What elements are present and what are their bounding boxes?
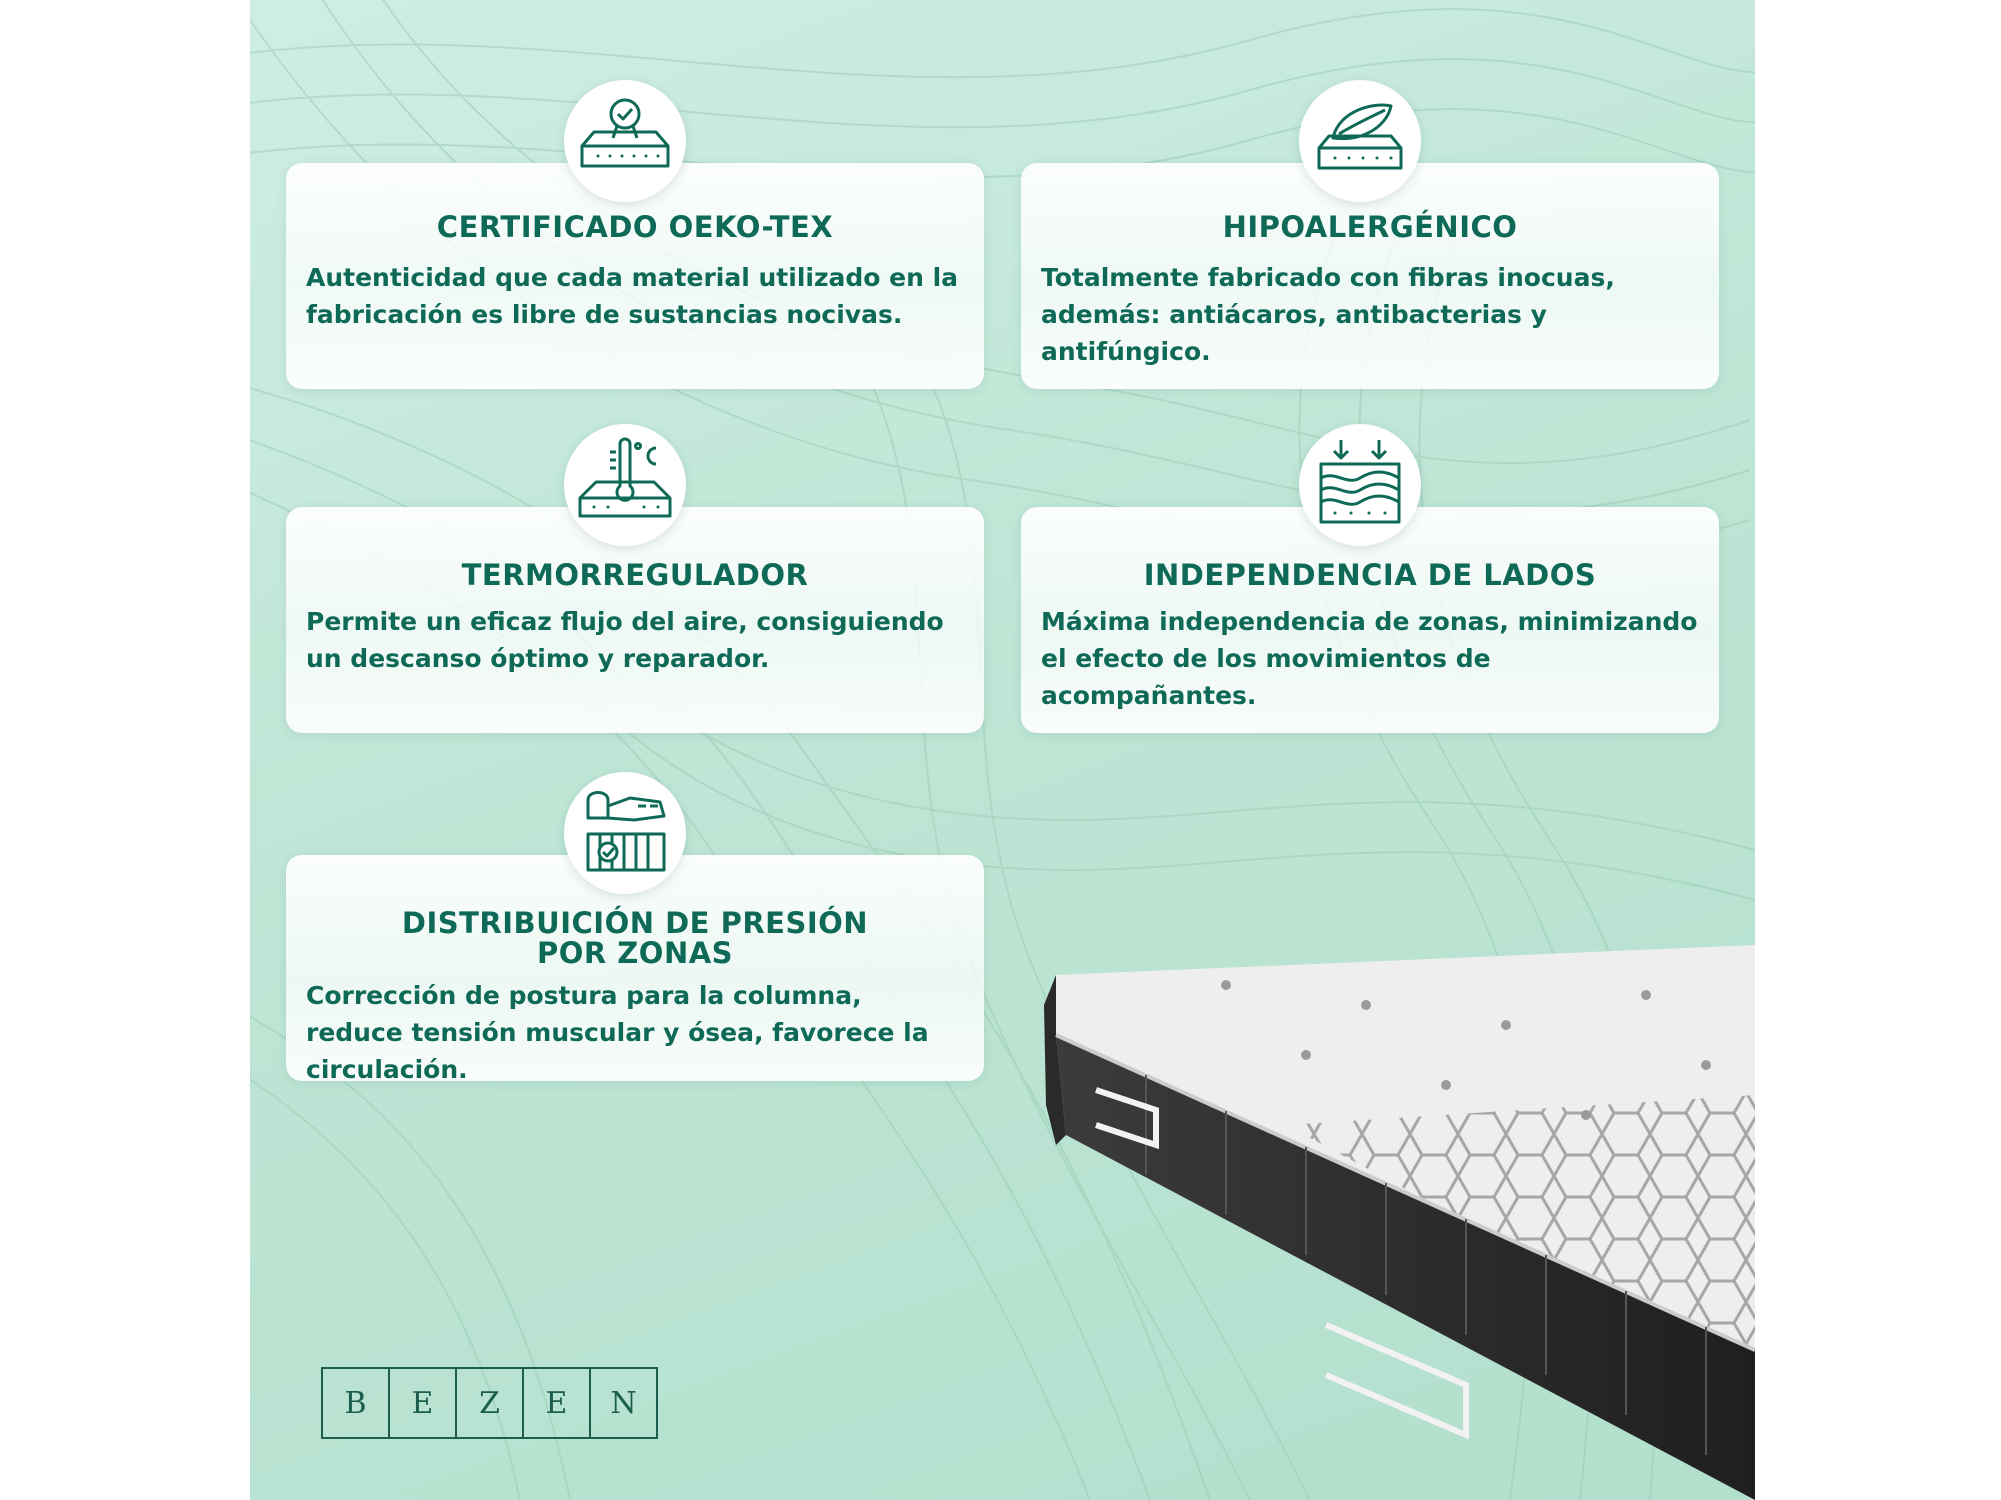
- brand-letter: Z: [457, 1369, 524, 1437]
- feature-title: CERTIFICADO OEKO-TEX: [436, 210, 834, 244]
- feature-title: INDEPENDENCIA DE LADOS: [1143, 558, 1597, 592]
- brand-letter: N: [610, 1385, 637, 1421]
- feature-description: Autenticidad que cada material utilizado en la fabricación es libre de sustancias nocivas.: [306, 263, 959, 329]
- feature-title: DISTRIBUICIÓN DE PRESIÓN: [401, 906, 869, 940]
- pressure-layers-icon: [1299, 424, 1421, 546]
- brand-letter: E: [390, 1369, 457, 1437]
- brand-logo: [321, 1367, 658, 1439]
- body-zones-icon: [564, 772, 686, 894]
- mattress-illustration: [1026, 945, 1755, 1500]
- feature-title: HIPOALERGÉNICO: [1222, 210, 1518, 244]
- brand-letter: E: [524, 1369, 591, 1437]
- leaf-mattress-icon: [1299, 80, 1421, 202]
- certified-mattress-icon: [564, 80, 686, 202]
- thermometer-mattress-icon: [564, 424, 686, 546]
- feature-description: Máxima independencia de zonas, minimizando el efecto de los movimientos de acompañantes.: [1041, 607, 1698, 710]
- product-poster: [250, 0, 1755, 1500]
- feature-description: Permite un eficaz flujo del aire, consiguiendo un descanso óptimo y reparador.: [306, 607, 944, 673]
- feature-description: Corrección de postura para la columna, reduce tensión muscular y ósea, favorece la circulación.: [306, 981, 929, 1084]
- feature-title: TERMORREGULADOR: [461, 558, 809, 592]
- feature-title-line2: POR ZONAS: [536, 936, 734, 970]
- brand-letter: B: [323, 1369, 390, 1437]
- feature-description: Totalmente fabricado con fibras inocuas, además: antiácaros, antibacterias y antifúngico.: [1041, 263, 1615, 366]
